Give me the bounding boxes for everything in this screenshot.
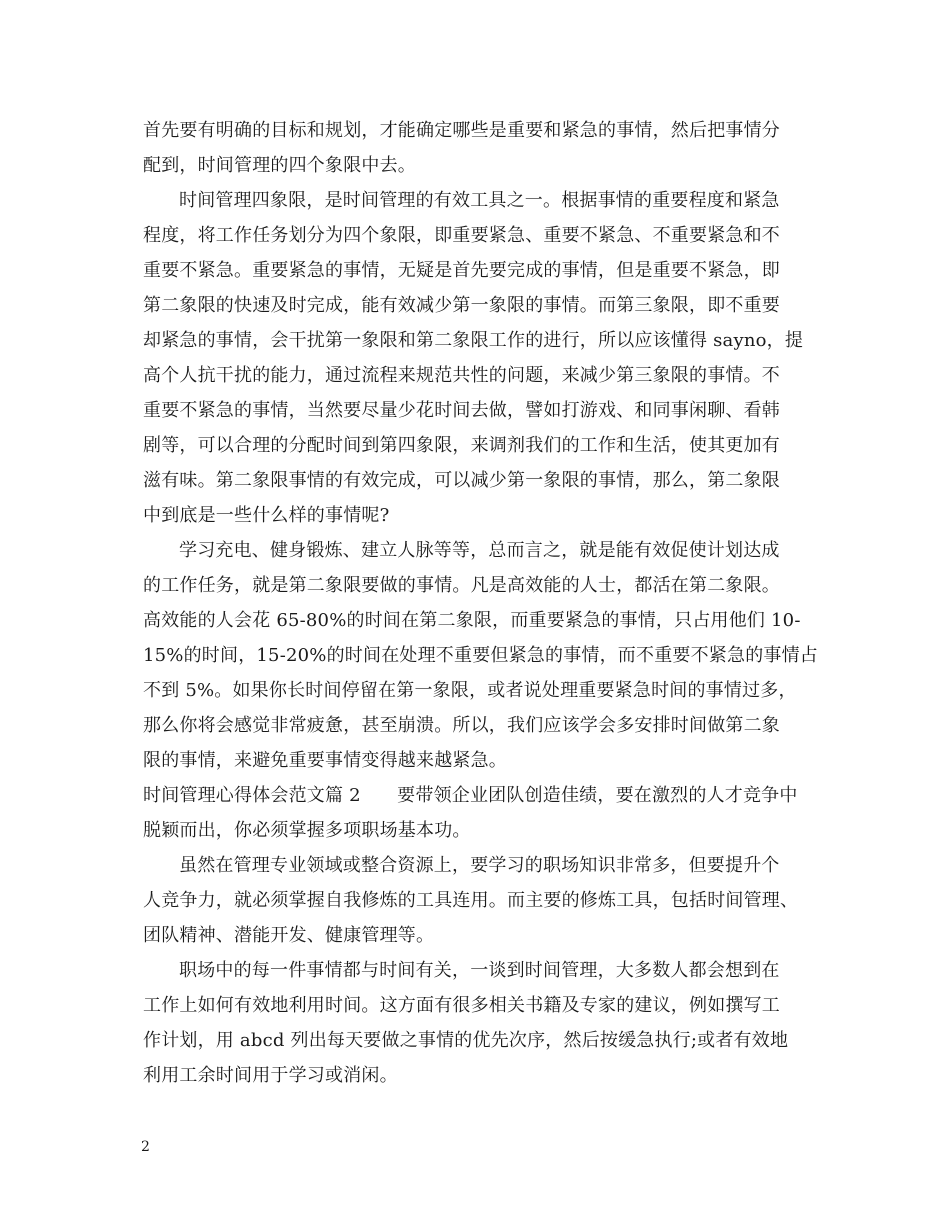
text-line: 配到，时间管理的四个象限中去。	[143, 155, 416, 176]
text-line: 首先要有明确的目标和规划，才能确定哪些是重要和紧急的事情，然后把事情分	[143, 120, 780, 141]
text-line: 程度，将工作任务划分为四个象限，即重要紧急、重要不紧急、不重要紧急和不	[143, 225, 780, 246]
text-line: 中到底是一些什么样的事情呢?	[143, 505, 390, 526]
text-line: 时间管理四象限，是时间管理的有效工具之一。根据事情的重要程度和紧急	[179, 190, 780, 211]
text-line: 学习充电、健身锻炼、建立人脉等等，总而言之，就是能有效促使计划达成	[179, 540, 780, 561]
text-line: 重要不紧急。重要紧急的事情，无疑是首先要完成的事情，但是重要不紧急，即	[143, 260, 780, 281]
text-line: 重要不紧急的事情，当然要尽量少花时间去做，譬如打游戏、和同事闲聊、看韩	[143, 400, 780, 421]
text-line: 工作上如何有效地利用时间。这方面有很多相关书籍及专家的建议，例如撰写工	[143, 995, 780, 1016]
text-line: 高效能的人会花 65-80%的时间在第二象限，而重要紧急的事情，只占用他们 10-	[143, 610, 801, 631]
text-line: 那么你将会感觉非常疲惫，甚至崩溃。所以，我们应该学会多安排时间做第二象	[143, 715, 780, 736]
text-line: 第二象限的快速及时完成，能有效减少第一象限的事情。而第三象限，即不重要	[143, 295, 780, 316]
text-line: 脱颖而出，你必须掌握多项职场基本功。	[143, 820, 471, 841]
page-number: 2	[141, 1139, 150, 1155]
text-line: 的工作任务，就是第二象限要做的事情。凡是高效能的人士，都活在第二象限。	[143, 575, 780, 596]
text-line: 高个人抗干扰的能力，通过流程来规范共性的问题，来减少第三象限的事情。不	[143, 365, 780, 386]
document-body	[143, 113, 818, 1093]
text-line: 团队精神、潜能开发、健康管理等。	[143, 925, 435, 946]
text-line: 虽然在管理专业领域或整合资源上，要学习的职场知识非常多，但要提升个	[179, 855, 780, 876]
section-heading-line: 时间管理心得体会范文篇 2 要带领企业团队创造佳绩，要在激烈的人才竞争中	[143, 785, 798, 806]
text-line: 人竞争力，就必须掌握自我修炼的工具连用。而主要的修炼工具，包括时间管理、	[143, 890, 799, 911]
text-line: 剧等，可以合理的分配时间到第四象限，来调剂我们的工作和生活，使其更加有	[143, 435, 780, 456]
text-line: 限的事情，来避免重要事情变得越来越紧急。	[143, 750, 507, 771]
text-line: 滋有味。第二象限事情的有效完成，可以减少第一象限的事情，那么，第二象限	[143, 470, 780, 491]
text-line: 却紧急的事情，会干扰第一象限和第二象限工作的进行，所以应该懂得 sayno，提	[143, 330, 804, 351]
text-line: 15%的时间，15-20%的时间在处理不重要但紧急的事情，而不重要不紧急的事情占	[143, 645, 818, 666]
text-line: 利用工余时间用于学习或消闲。	[143, 1065, 398, 1086]
text-line: 作计划，用 abcd 列出每天要做之事情的优先次序，然后按缓急执行;或者有效地	[143, 1030, 789, 1051]
text-line: 职场中的每一件事情都与时间有关，一谈到时间管理，大多数人都会想到在	[179, 960, 780, 981]
text-line: 不到 5%。如果你长时间停留在第一象限，或者说处理重要紧急时间的事情过多，	[143, 680, 797, 701]
